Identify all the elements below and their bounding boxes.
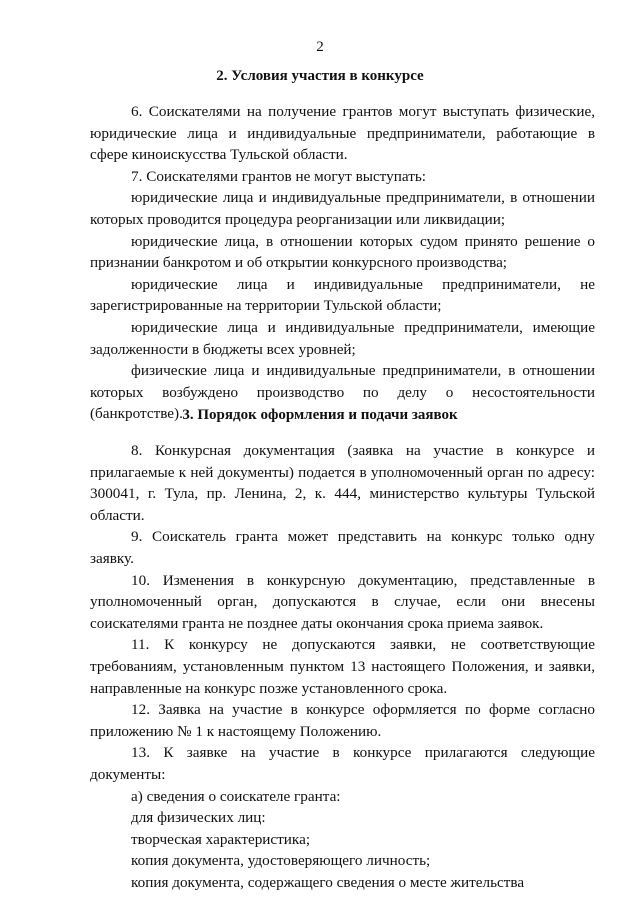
paragraph: физические лица и индивидуальные предприниматели, в отношении которых возбуждено производство по делу о несостоятельности (банкротстве). (90, 362, 595, 423)
section-2-title: 2. Условия участия в конкурсе (216, 68, 424, 84)
paragraph: 8. Конкурсная документация (заявка на участие в конкурсе и прилагаемые к ней документы) подается в уполномоченный орган по адресу: 300041, г. Тула, пр. Ленина, 2, к. 444, министерство культуры Тульской области. (90, 442, 595, 524)
paragraph: копия документа, содержащего сведения о месте жительства (131, 873, 525, 891)
paragraph: юридические лица и индивидуальные предприниматели, имеющие задолженности в бюджеты всех уровней; (90, 318, 595, 358)
section-3-title: 3. Порядок оформления и подачи заявок (182, 407, 458, 423)
paragraph: 6. Соискателями на получение грантов могут выступать физические, юридические лица и индивидуальные предприниматели, работающие в сфере киноискусства Тульской области. (90, 103, 595, 164)
section-3-body (90, 440, 595, 893)
paragraph: 12. Заявка на участие в конкурсе оформляется по форме согласно приложению № 1 к настоящему Положению. (90, 701, 595, 740)
paragraph: творческая характеристика; (131, 830, 311, 848)
paragraph: 13. К заявке на участие в конкурсе прилагаются следующие документы: (90, 744, 595, 783)
page-number: 2 (316, 39, 324, 55)
paragraph: а) сведения о соискателе гранта: (131, 787, 341, 805)
section-2-body (90, 101, 595, 425)
paragraph: юридические лица и индивидуальные предприниматели, не зарегистрированные на территории Тульской области; (90, 275, 595, 315)
paragraph: 7. Соискателями грантов не могут выступать: (131, 167, 426, 185)
paragraph: 11. К конкурсу не допускаются заявки, не соответствующие требованиям, установленным пунктом 13 настоящего Положения, и заявки, направленные на конкурс позже установленного срока. (90, 636, 595, 697)
paragraph: для физических лиц: (131, 809, 266, 827)
paragraph: 9. Соискатель гранта может представить на конкурс только одну заявку. (90, 528, 595, 567)
paragraph: 10. Изменения в конкурсную документацию, представленные в уполномоченный орган, допускаются в случае, если они внесены соискателями гранта не позднее даты окончания срока приема заявок. (90, 571, 595, 632)
paragraph: юридические лица, в отношении которых судом принято решение о признании банкротом и об открытии конкурсного производства; (90, 232, 595, 272)
paragraph: юридические лица и индивидуальные предприниматели, в отношении которых проводится процедура реорганизации или ликвидации; (90, 189, 595, 228)
paragraph: копия документа, удостоверяющего личность; (131, 852, 431, 870)
